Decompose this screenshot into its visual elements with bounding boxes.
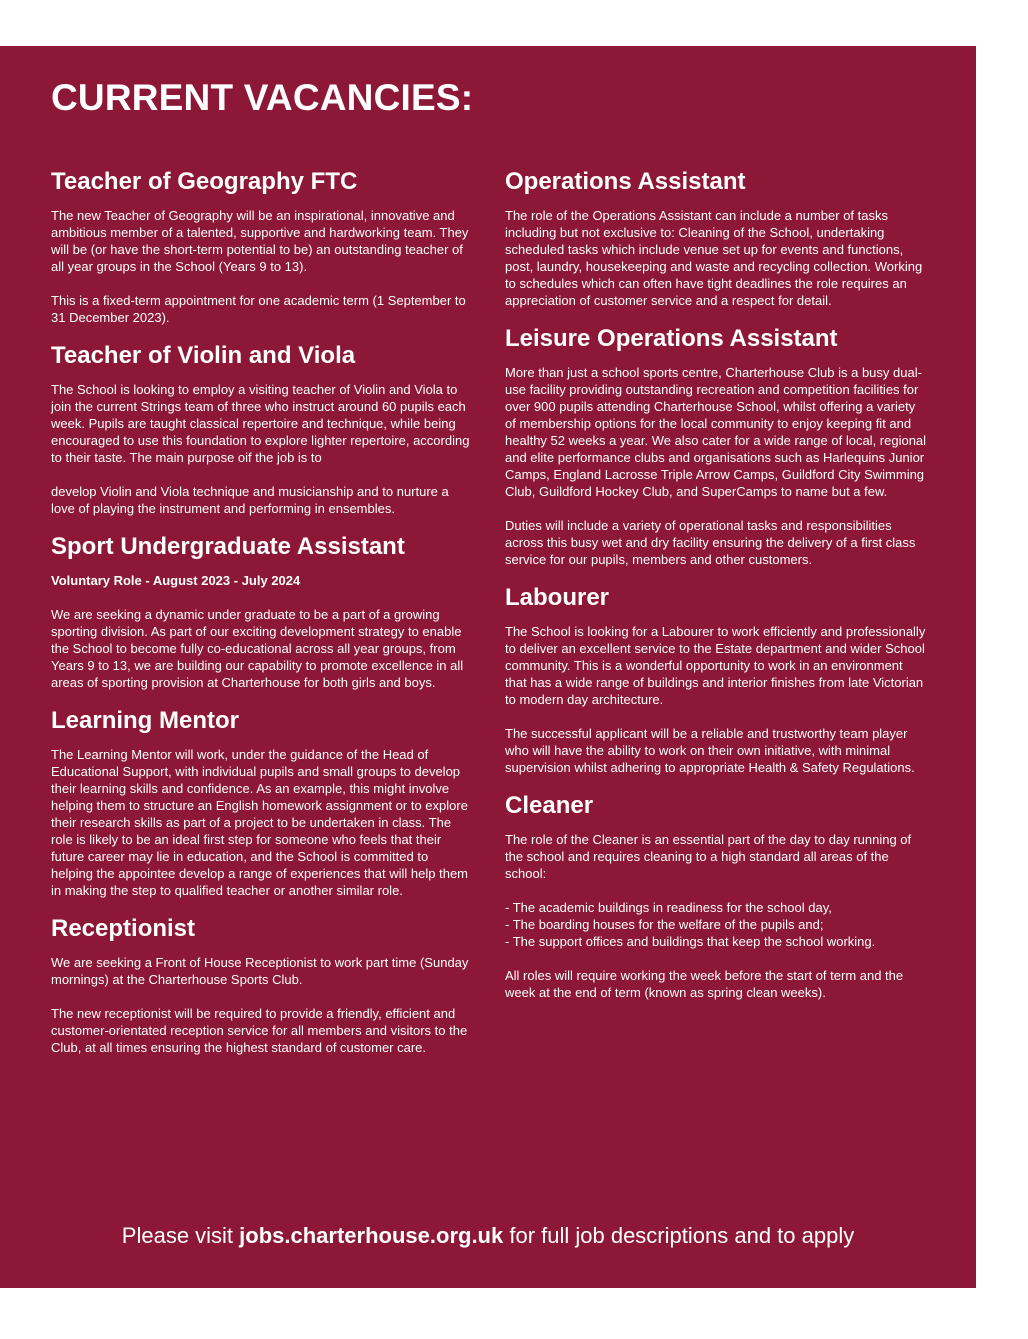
right-column: [505, 166, 927, 1015]
job-description: The new Teacher of Geography will be an inspirational, innovative and ambitious member of a talented, supportive and hardworking team. They will be (or have the short-term potential to be) an outstanding teacher of all year groups in the School (Years 9 to 13).: [51, 208, 469, 274]
job-description: The role of the Cleaner is an essential part of the day to day running of the school and requires cleaning to a high standard all areas of the school:: [505, 832, 912, 881]
footer-prefix: Please visit: [121, 1223, 240, 1248]
job-teacher-of-geography: [51, 166, 471, 326]
job-title: Operations Assistant: [505, 168, 746, 195]
job-receptionist: [51, 913, 471, 1056]
job-title: Teacher of Violin and Viola: [51, 342, 356, 369]
job-title: Labourer: [505, 584, 610, 611]
job-description: The new receptionist will be required to provide a friendly, efficient and customer-orientated reception service for all members and visitors to the Club, at all times ensuring the highest standard of customer care.: [51, 1006, 468, 1055]
job-description: The School is looking to employ a visiting teacher of Violin and Viola to join the current Strings team of three who instruct around 60 pupils each week. Pupils are taught classical repertoire and technique, while being encouraged to use this foundation to explore lighter repertoire, according to their taste. The main purpose oif the job is to: [51, 382, 470, 465]
job-description: We are seeking a dynamic under graduate to be a part of a growing sporting division. As part of our exciting development strategy to enable the School to become fully co-educational across all year groups, from Years 9 to 13, we are building our capability to promote excellence in all areas of sporting provision at Charterhouse for both girls and boys.: [51, 607, 464, 690]
job-title: Learning Mentor: [51, 707, 240, 734]
left-column: [51, 166, 471, 1070]
job-operations-assistant: [505, 166, 927, 309]
job-description: The School is looking for a Labourer to work efficiently and professionally to deliver an excellent service to the Estate department and wider School community. This is a wonderful opportunity to work in an environment that has a wide range of buildings and interior finishes from late Victorian to modern day architecture.: [505, 624, 926, 707]
job-leisure-operations-assistant: [505, 323, 927, 568]
job-description: The Learning Mentor will work, under the guidance of the Head of Educational Support, with individual pupils and small groups to develop their learning skills and confidence. As an example, this might involve helping them to structure an English homework assignment or to explore their research skills as part of a project to be undertaken in class. The role is likely to be an ideal first step for someone who feels that their future career may lie in education, and the School is committed to helping the appointee develop a range of experiences that will help them in making the step to qualified teacher or another similar role.: [51, 747, 469, 898]
footer-apply-text: [0, 1221, 976, 1251]
job-learning-mentor: [51, 705, 471, 899]
job-title: Cleaner: [505, 792, 594, 819]
footer-suffix: for full job descriptions and to apply: [503, 1223, 855, 1248]
job-description: Duties will include a variety of operational tasks and responsibilities across this busy wet and dry facility ensuring the delivery of a first class service for our pupils, members and other customers.: [505, 518, 916, 567]
vacancies-panel: [0, 46, 976, 1288]
job-description: All roles will require working the week before the start of term and the week at the end of term (known as spring clean weeks).: [505, 968, 904, 1000]
job-teacher-of-violin-and-viola: [51, 340, 471, 517]
job-cleaner: [505, 790, 927, 1001]
job-title: Teacher of Geography FTC: [51, 168, 358, 195]
job-title: Sport Undergraduate Assistant: [51, 533, 405, 560]
job-description: More than just a school sports centre, Charterhouse Club is a busy dual-use facility providing outstanding recreation and competition facilities for over 900 pupils attending Charterhouse School, whilst offering a variety of membership options for the local community to enjoy keeping fit and healthy 52 weeks a year. We also cater for a wide range of local, regional and elite performance clubs and organisations such as Harlequins Junior Camps, England Lacrosse Triple Arrow Camps, Guildford City Swimming Club, Guildford Hockey Club, and SuperCamps to name but a few.: [505, 365, 927, 499]
job-labourer: [505, 582, 927, 776]
job-description: develop Violin and Viola technique and musicianship and to nurture a love of playing the instrument and performing in ensembles.: [51, 484, 449, 516]
careers-link[interactable]: jobs.charterhouse.org.uk: [239, 1223, 504, 1248]
job-description: The successful applicant will be a reliable and trustworthy team player who will have the ability to work on their own initiative, with minimal supervision whilst adhering to appropriate Health & Safety Regulations.: [505, 726, 915, 775]
job-description: We are seeking a Front of House Receptionist to work part time (Sunday mornings) at the Charterhouse Sports Club.: [51, 955, 469, 987]
cleaning-areas-list: - The academic buildings in readiness for the school day, - The boarding houses for the welfare of the pupils and; - The support offices and buildings that keep the school working.: [505, 900, 876, 949]
page-title: CURRENT VACANCIES:: [51, 77, 474, 118]
job-title: Leisure Operations Assistant: [505, 325, 838, 352]
job-subtitle: Voluntary Role - August 2023 - July 2024: [51, 573, 301, 588]
job-description: This is a fixed-term appointment for one academic term (1 September to 31 December 2023).: [51, 293, 466, 325]
job-description: The role of the Operations Assistant can include a number of tasks including but not exclusive to: Cleaning of the School, undertaking scheduled tasks which include venue set up for events and functions, post, laundry, housekeeping and waste and recycling collection. Working to schedules which can often have tight deadlines the role requires an appreciation of customer service and a respect for detail.: [505, 208, 923, 308]
job-sport-undergraduate-assistant: [51, 531, 471, 691]
job-title: Receptionist: [51, 915, 196, 942]
